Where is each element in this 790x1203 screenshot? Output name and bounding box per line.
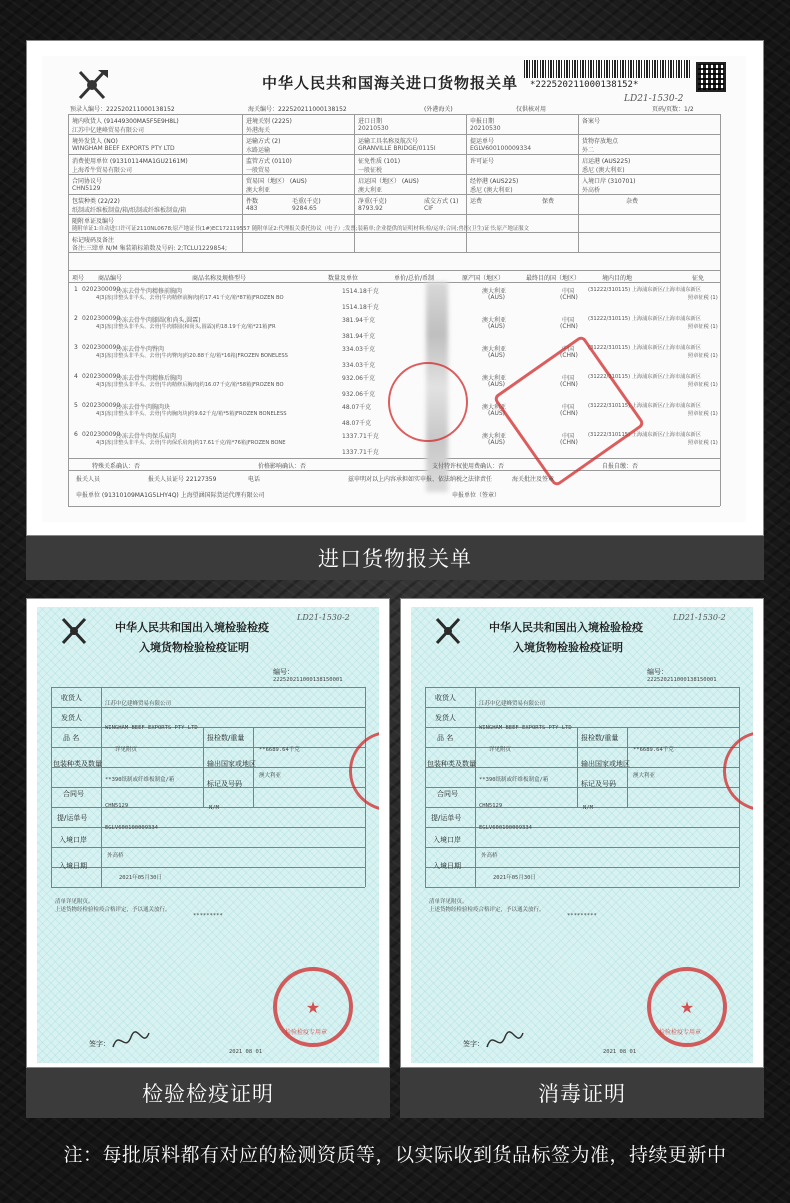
gross-label: 毛重(千克) xyxy=(292,198,321,205)
item-place: (31222/310115) 上海浦东新区/上海市浦东新区 xyxy=(588,287,701,293)
item-name: 冷冻去骨牛肉精修后胸肉 xyxy=(116,375,183,382)
disinf-product-label: 品 名 xyxy=(437,734,454,742)
item-origin: 澳大利亚 xyxy=(482,404,507,411)
marks-value: 备注:三肆单 N/M 集装箱标箱数及号码: 2;TCLU1229854; xyxy=(72,245,227,252)
disinf-v-2 xyxy=(475,687,476,887)
disinf-origin-label: 输出国家或地区 xyxy=(581,760,630,768)
insp-v-1 xyxy=(51,687,52,887)
item-dest: 中国 xyxy=(562,317,575,324)
declaration-title: 中华人民共和国海关进口货物报关单 xyxy=(262,74,519,92)
import-date-label: 进口日期 xyxy=(358,118,383,125)
item-no: 2 xyxy=(74,315,78,322)
item-qty: 48.07千克 xyxy=(342,404,372,411)
insp-top-red-seal xyxy=(349,731,379,811)
item-dest: 中国 xyxy=(562,375,575,382)
via-port-label: 经停港 (AUS225) xyxy=(470,178,519,185)
insp-origin-label: 输出国家或地区 xyxy=(207,760,256,768)
item-place: (31222/310115) 上海浦东新区/上海市浦东新区 xyxy=(588,345,701,351)
item-code: 0202300090 xyxy=(82,286,121,293)
item-spec: 4|3|冻|非整头非半头、去骨|牛肉保乐肩肉|约17.61千克/箱*76箱|FROZEN BONE xyxy=(96,440,286,446)
item-qty: 334.03千克 xyxy=(342,346,375,353)
vessel-label: 运输工具名称及航次号 xyxy=(358,138,419,145)
item-origin-code: (AUS) xyxy=(488,352,505,359)
declaration-statement: 兹申明对以上内容承担如实申报、依法纳税之法律责任 xyxy=(348,476,493,483)
entry-port-label: 入境口岸 (310701) xyxy=(582,178,636,185)
customs-emblem-icon xyxy=(74,66,112,104)
insp-h-11 xyxy=(51,887,365,888)
terms-label: 成交方式 (1) xyxy=(424,198,459,205)
item-no: 5 xyxy=(74,402,78,409)
inspection-no-label: 编号： xyxy=(273,668,294,676)
levy-value: 一般征税 xyxy=(358,167,383,174)
item-code: 0202300090 xyxy=(82,344,121,351)
disinf-sign-date: 2021 08 01 xyxy=(603,1049,637,1055)
item-levy: 照章征税 (1) xyxy=(688,324,718,330)
bl-label: 提运单号 xyxy=(470,138,495,145)
item-origin: 澳大利亚 xyxy=(482,346,507,353)
item-origin-code: (AUS) xyxy=(488,381,505,388)
item-levy: 照章征税 (1) xyxy=(688,382,718,388)
insp-seal-star-icon: ★ xyxy=(305,997,321,1017)
customs-remark-label: 海关批注及签章 xyxy=(512,476,555,483)
insp-h-1 xyxy=(51,687,365,688)
pieces-value: 483 xyxy=(246,205,258,212)
item-qty2: 334.03千克 xyxy=(342,362,375,369)
insp-date-label: 入境日期 xyxy=(59,862,87,870)
disinf-consignee-label: 收货人 xyxy=(435,694,456,702)
item-name: 冷冻去骨牛肉胸肉块 xyxy=(116,404,171,411)
disinf-h-10 xyxy=(425,867,739,868)
item-no: 4 xyxy=(74,373,78,380)
declare-date-label: 申报日期 xyxy=(470,118,495,125)
disinfection-emblem-icon xyxy=(433,615,465,647)
package-value: 纸制或纤维板制盒/箱/纸制或纤维板制盒/箱 xyxy=(72,207,187,214)
inspection-handwritten-ref: LD21-1530-2 xyxy=(297,613,350,622)
item-spec: 4|3|冻|非整头非半头、去骨|牛肉精修前胸肉|约17.41千克/箱*87箱|FROZEN BO xyxy=(96,295,284,301)
disinf-port-label: 入境口岸 xyxy=(433,836,461,844)
item-dest-code: (CHN) xyxy=(560,410,578,417)
item-spec: 4|3|冻|非整头非半头、去骨|牛肉精修后胸肉|约16.07千克/箱*58箱|FROZEN BO xyxy=(96,382,284,388)
col-header-no: 项号 xyxy=(72,275,85,282)
agent-seal: 申报单位（签章） xyxy=(452,492,501,499)
item-name: 冷冻去骨牛肉臀肉 xyxy=(116,346,165,353)
docs-value: 随附单证1:自动进口许可证2110NL0678;原产地证书(1#)EC172119557 随附单证2:代理报关委托协议（电子）;发票;装箱单;企业提供的证明材料;检/运单;合同;兽医(卫生)证书;原产地证服文 xyxy=(72,226,530,232)
insp-sign-label: 签字： xyxy=(89,1040,110,1048)
item-dest-code: (CHN) xyxy=(560,294,578,301)
insp-h-3 xyxy=(51,727,365,728)
customs-declaration-document xyxy=(42,56,746,522)
disinf-v-1 xyxy=(425,687,426,887)
item-levy: 照章征税 (1) xyxy=(688,440,718,446)
item-origin: 澳大利亚 xyxy=(482,433,507,440)
insp-qty-label: 报检数/重量 xyxy=(207,734,245,742)
disinf-date-value: 2021年05月30日 xyxy=(493,875,536,881)
disinf-shipper-label: 发货人 xyxy=(435,714,456,722)
vessel-value: GRANVILLE BRIDGE/0115I xyxy=(358,145,436,152)
grid-h-6 xyxy=(68,214,720,215)
item-levy: 照章征税 (1) xyxy=(688,411,718,417)
disinf-body-1: 清单详见附页。 xyxy=(429,899,468,905)
freight-label: 运费 xyxy=(470,198,483,205)
item-no: 3 xyxy=(74,344,78,351)
item-spec: 4|3|冻|非整头非半头、去骨|牛肉臀肉|约20.88千克/箱*16箱|FROZEN BONELESS xyxy=(96,353,288,359)
item-origin: 澳大利亚 xyxy=(482,375,507,382)
col-header-code: 商品编号 xyxy=(98,275,123,282)
declaration-barcode xyxy=(524,60,692,78)
item-place: (31222/310115) 上海浦东新区/上海市浦东新区 xyxy=(588,432,701,438)
origin-country-label: 启运国（地区） (AUS) xyxy=(358,178,419,185)
item-dest-code: (CHN) xyxy=(560,439,578,446)
declaration-handwritten-ref: LD21-1530-2 xyxy=(624,94,684,104)
disinf-h-2 xyxy=(425,707,739,708)
item-qty: 1514.18千克 xyxy=(342,288,379,295)
record-label: 备案号 xyxy=(582,118,601,125)
disinf-h-8 xyxy=(425,827,739,828)
item-origin: 澳大利亚 xyxy=(482,288,507,295)
storage-label: 货物存放地点 xyxy=(582,138,619,145)
col-header-origin: 原产国（地区） xyxy=(462,275,505,282)
shipper-label: 境外发货人 (NO) xyxy=(72,138,118,145)
entry-port-value: 外高桥 xyxy=(582,187,601,194)
disinf-origin-value: 澳大利亚 xyxy=(633,773,656,779)
inspection-title-1: 中华人民共和国出入境检验检疫 xyxy=(115,621,269,634)
exit-customs-label: 进境关别 (2225) xyxy=(246,118,292,125)
item-qty2: 48.07千克 xyxy=(342,420,372,427)
package-label: 包装种类 (22/22) xyxy=(72,198,120,205)
caption-declaration: 进口货物报关单 xyxy=(26,536,764,580)
insp-pack-value: **390纸制或纤维板制盒/箱 xyxy=(105,777,175,783)
grid-v-2 xyxy=(720,114,721,506)
disinf-h-4 xyxy=(425,747,739,748)
marks-label: 标记唛码及备注 xyxy=(72,237,115,244)
grid-h-4 xyxy=(68,174,720,175)
disinf-bl-value: EGLV600100009334 xyxy=(479,825,532,831)
insp-h-10 xyxy=(51,867,365,868)
insp-h-9 xyxy=(51,847,365,848)
contract-value: CHN5129 xyxy=(72,185,101,192)
supervision-label: 监管方式 (0110) xyxy=(246,158,292,165)
origin-country-value: 澳大利亚 xyxy=(358,187,383,194)
item-code: 0202300090 xyxy=(82,373,121,380)
insp-v-3 xyxy=(203,727,204,807)
item-origin-code: (AUS) xyxy=(488,294,505,301)
disinf-h-3 xyxy=(425,727,739,728)
contract-label: 合同协议号 xyxy=(72,178,103,185)
inspection-certificate xyxy=(37,607,379,1063)
col-header-price: 单价/总价/币制 xyxy=(394,275,435,282)
item-code: 0202300090 xyxy=(82,315,121,322)
caption-disinfection: 消毒证明 xyxy=(400,1068,764,1118)
disinf-date-label: 入境日期 xyxy=(433,862,461,870)
insp-shipper-value: WINGHAM BEEF EXPORTS PTY LTD xyxy=(105,725,198,731)
item-place: (31222/310115) 上海浦东新区/上海市浦东新区 xyxy=(588,316,701,322)
item-qty: 932.06千克 xyxy=(342,375,375,382)
disinf-seal-text: 检验检疫专用章 xyxy=(659,1029,702,1036)
insp-v-2 xyxy=(101,687,102,887)
insp-sign-date: 2021 08 01 xyxy=(229,1049,263,1055)
insp-date-value: 2021年05月30日 xyxy=(119,875,162,881)
insp-pack-label: 包装种类及数量 xyxy=(53,760,102,768)
insp-bl-label: 提/运单号 xyxy=(57,814,88,822)
insp-product-value: 详见附页 xyxy=(115,747,138,753)
insp-consignee-label: 收货人 xyxy=(61,694,82,702)
disinf-contract-label: 合同号 xyxy=(437,790,458,798)
item-qty2: 381.94千克 xyxy=(342,333,375,340)
col-header-qty: 数量及单位 xyxy=(328,275,359,282)
misc-label: 杂费 xyxy=(626,198,639,205)
item-spec: 4|3|冻|非整头非半头、去骨|牛肉胸肉块|约9.62千克/箱*5箱|FROZEN BONELESS xyxy=(96,411,287,417)
footnote: 注：每批原料都有对应的检测资质等，以实际收到货品标签为准，持续更新中 xyxy=(63,1144,727,1166)
insp-h-2 xyxy=(51,707,365,708)
item-name: 冷冻去骨牛肉精修前胸肉 xyxy=(116,288,183,295)
grid-h-1 xyxy=(68,114,720,115)
agent-label: 申报单位 (91310109MA1G5LHY4Q) 上海望涵国际货运代理有限公司 xyxy=(76,492,265,499)
bl-value: EGLV600100009334 xyxy=(470,145,532,152)
insurance-label: 保费 xyxy=(542,198,555,205)
grid-h-2 xyxy=(68,134,720,135)
item-place: (31222/310115) 上海浦东新区/上海市浦东新区 xyxy=(588,374,701,380)
import-date-value: 20210530 xyxy=(358,125,389,132)
disinf-sign-label: 签字： xyxy=(463,1040,484,1048)
via-port-value: 悉尼 (澳大利亚) xyxy=(470,187,513,194)
insp-port-label: 入境口岸 xyxy=(59,836,87,844)
insp-seal-text: 检验检疫专用章 xyxy=(285,1029,328,1036)
grid-h-7 xyxy=(68,232,720,233)
disinf-no-value: 222520211000138150001 xyxy=(647,677,717,683)
pieces-label: 件数 xyxy=(246,198,259,205)
insp-signature-icon xyxy=(111,1027,151,1055)
exit-customs-value: 外港海关 xyxy=(246,127,271,134)
declare-date-value: 20210530 xyxy=(470,125,501,132)
pre-entry-number: 预录入编号：222520211000138152 xyxy=(70,106,175,113)
item-qty: 1337.71千克 xyxy=(342,433,379,440)
inspection-no-value: 222520211000138150001 xyxy=(273,677,343,683)
col-header-name: 商品名称及规格型号 xyxy=(192,275,247,282)
insp-shipper-label: 发货人 xyxy=(61,714,82,722)
disinf-title-2: 入境货物检验检疫证明 xyxy=(513,641,623,654)
insp-body-1: 清单详见附页。 xyxy=(55,899,94,905)
item-dest-code: (CHN) xyxy=(560,381,578,388)
item-levy: 照章征税 (1) xyxy=(688,353,718,359)
insp-bl-value: EGLV600100009334 xyxy=(105,825,158,831)
col-header-levy: 征免 xyxy=(692,275,705,282)
print-note: 仅供核对用 xyxy=(516,106,547,113)
page-label: 页码/页数：1/2 xyxy=(652,106,694,113)
grid-v-6 xyxy=(578,114,579,252)
item-levy: 照章征税 (1) xyxy=(688,295,718,301)
port-note: (外港海关) xyxy=(424,106,453,113)
grid-h-10 xyxy=(68,282,720,283)
declaration-barcode-number: *222520211000138152* xyxy=(530,80,639,90)
insp-contract-label: 合同号 xyxy=(63,790,84,798)
transport-label: 运输方式 (2) xyxy=(246,138,281,145)
item-place: (31222/310115) 上海浦东新区/上海市浦东新区 xyxy=(588,403,701,409)
disinf-pack-value: **390纸制或纤维板制盒/箱 xyxy=(479,777,549,783)
storage-value: 外二 xyxy=(582,147,595,154)
transport-value: 水路运输 xyxy=(246,147,271,154)
disinf-v-3 xyxy=(577,727,578,807)
shipper-value: WINGHAM BEEF EXPORTS PTY LTD xyxy=(72,145,175,152)
disinf-top-red-seal xyxy=(723,731,753,811)
trade-country-value: 澳大利亚 xyxy=(246,187,271,194)
item-dest-code: (CHN) xyxy=(560,323,578,330)
item-dest: 中国 xyxy=(562,288,575,295)
customs-number: 海关编号：222520211000138152 xyxy=(248,106,347,113)
disinf-h-7 xyxy=(425,807,739,808)
item-dest: 中国 xyxy=(562,346,575,353)
inspection-title-2: 入境货物检验检疫证明 xyxy=(139,641,249,654)
trade-country-label: 贸易国（地区） (AUS) xyxy=(246,178,307,185)
item-code: 0202300090 xyxy=(82,431,121,438)
insp-h-7 xyxy=(51,807,365,808)
dep-port-label: 启运港 (AUS225) xyxy=(582,158,631,165)
price-effect-confirm: 价格影响确认：否 xyxy=(258,463,307,470)
item-origin-code: (AUS) xyxy=(488,323,505,330)
item-origin-code: (AUS) xyxy=(488,439,505,446)
insp-body-2: 上述货物经检验检疫合格评定，予以通关放行。 xyxy=(55,907,171,913)
insp-stars: ********* xyxy=(193,913,223,919)
item-qty2: 1337.71千克 xyxy=(342,449,379,456)
disinfection-certificate xyxy=(411,607,753,1063)
item-no: 1 xyxy=(74,286,78,293)
insp-qty-value: **6689.64千克 xyxy=(259,747,300,753)
item-origin: 澳大利亚 xyxy=(482,317,507,324)
disinf-signature-icon xyxy=(485,1027,525,1055)
disinf-product-value: 详见附页 xyxy=(489,747,512,753)
dep-port-value: 悉尼 (澳大利亚) xyxy=(582,167,625,174)
disinf-qty-label: 报检数/重量 xyxy=(581,734,619,742)
gross-value: 9284.65 xyxy=(292,205,317,212)
special-relation-confirm: 特殊关系确认：否 xyxy=(92,463,141,470)
levy-label: 征免性质 (101) xyxy=(358,158,401,165)
item-spec: 4|3|冻|非整头非半头、去骨|牛肉膝圆(和尚头,圆霖)|约18.19千克/箱*21箱|FR xyxy=(96,324,276,330)
disinf-marks-label: 标记及号码 xyxy=(581,780,616,788)
grid-h-9 xyxy=(68,270,720,271)
grid-h-3 xyxy=(68,154,720,155)
item-dest: 中国 xyxy=(562,404,575,411)
col-header-dest: 最终目的国（地区） xyxy=(526,275,581,282)
supervision-value: 一般贸易 xyxy=(246,167,271,174)
insp-contract-value: CHN5129 xyxy=(105,803,129,809)
insp-origin-value: 澳大利亚 xyxy=(259,773,282,779)
insp-h-4 xyxy=(51,747,365,748)
item-no: 6 xyxy=(74,431,78,438)
item-dest-code: (CHN) xyxy=(560,352,578,359)
user-value: 上海希牛贸易有限公司 xyxy=(72,167,133,174)
self-report-confirm: 自报自缴：否 xyxy=(602,463,639,470)
caption-inspection: 检验检疫证明 xyxy=(26,1068,390,1118)
col-header-place: 境内目的地 xyxy=(602,275,633,282)
consignee-label: 境内收货人 (91449300MA5F5E9H8L) xyxy=(72,118,179,125)
item-origin-code: (AUS) xyxy=(488,410,505,417)
insp-port-value: 外高桥 xyxy=(107,853,124,859)
grid-h-11 xyxy=(68,458,720,459)
consignee-value: 江苏中亿建峰贸易有限公司 xyxy=(72,127,145,134)
net-label: 净重(千克) xyxy=(358,198,387,205)
item-dest: 中国 xyxy=(562,433,575,440)
item-qty2: 1514.18千克 xyxy=(342,304,379,311)
insp-h-8 xyxy=(51,827,365,828)
grid-v-1 xyxy=(68,114,69,506)
disinf-shipper-value: WINGHAM BEEF EXPORTS PTY LTD xyxy=(479,725,572,731)
declaration-qr-code xyxy=(696,62,726,92)
disinf-stars: ********* xyxy=(567,913,597,919)
insp-product-label: 品 名 xyxy=(63,734,80,742)
insp-consignee-value: 江苏中亿建峰贸易有限公司 xyxy=(105,701,172,707)
disinf-no-label: 编号： xyxy=(647,668,668,676)
royalty-confirm: 支付特许权使用费确认：否 xyxy=(432,463,505,470)
item-qty2: 932.06千克 xyxy=(342,391,375,398)
disinf-pack-label: 包装种类及数量 xyxy=(427,760,476,768)
item-name: 冷冻去骨牛肉保乐肩肉 xyxy=(116,433,177,440)
declarant-label: 报关人员 xyxy=(76,476,101,483)
disinf-qty-value: **6689.64千克 xyxy=(633,747,674,753)
disinf-contract-value: CHN5129 xyxy=(479,803,503,809)
disinf-h-11 xyxy=(425,887,739,888)
grid-h-12 xyxy=(68,470,720,471)
docs-label: 随附单证及编号 xyxy=(72,218,115,225)
declarant-cert: 报关人员证号 22127359 xyxy=(148,476,217,483)
disinf-seal-star-icon: ★ xyxy=(679,997,695,1017)
net-value: 8793.92 xyxy=(358,205,383,212)
disinf-marks-value: N/M xyxy=(583,805,593,811)
insp-marks-label: 标记及号码 xyxy=(207,780,242,788)
license-label: 许可证号 xyxy=(470,158,495,165)
disinf-title-1: 中华人民共和国出入境检验检疫 xyxy=(489,621,643,634)
insp-marks-value: N/M xyxy=(209,805,219,811)
disinf-bl-label: 提/运单号 xyxy=(431,814,462,822)
item-qty: 381.94千克 xyxy=(342,317,375,324)
item-code: 0202300090 xyxy=(82,402,121,409)
customs-release-stamp xyxy=(388,362,468,442)
grid-h-13 xyxy=(68,506,720,507)
disinf-handwritten-ref: LD21-1530-2 xyxy=(673,613,726,622)
disinf-consignee-value: 江苏中亿建峰贸易有限公司 xyxy=(479,701,546,707)
disinf-h-1 xyxy=(425,687,739,688)
user-label: 消费使用单位 (91310114MA1GU2161M) xyxy=(72,158,188,165)
terms-value: CIF xyxy=(424,205,434,212)
disinf-h-9 xyxy=(425,847,739,848)
tel-label: 电话 xyxy=(248,476,261,483)
grid-h-5 xyxy=(68,194,720,195)
disinf-port-value: 外高桥 xyxy=(481,853,498,859)
item-name: 冷冻去骨牛肉膝圆(和尚头,圆霖) xyxy=(116,317,201,324)
disinf-body-2: 上述货物经检验检疫合格评定，予以通关放行。 xyxy=(429,907,545,913)
grid-h-8 xyxy=(68,252,720,253)
inspection-emblem-icon xyxy=(59,615,91,647)
